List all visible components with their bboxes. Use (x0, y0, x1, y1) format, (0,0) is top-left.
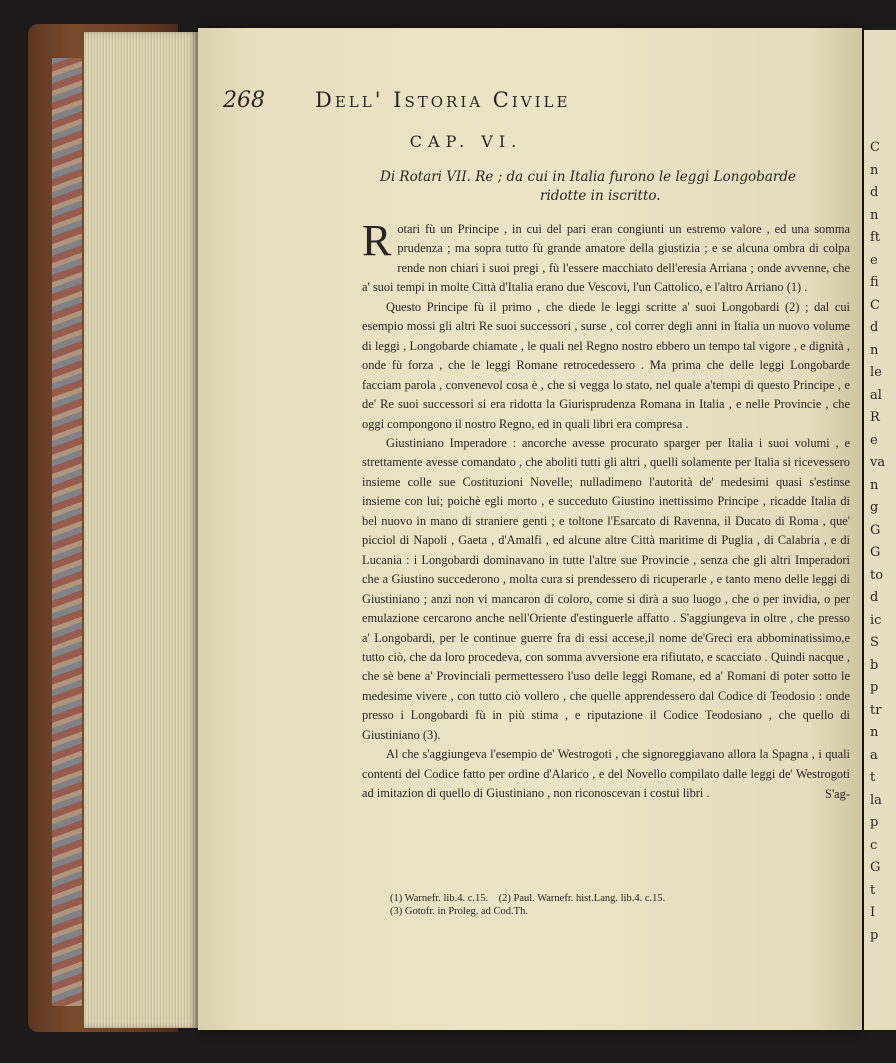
facing-page-fragment: C (870, 140, 880, 155)
chapter-subtitle-line-2: ridotte in iscritto. (540, 188, 661, 204)
facing-page-fragment: le (870, 365, 882, 380)
catchword: S'ag- (825, 786, 850, 801)
facing-page-fragment: ic (870, 612, 882, 628)
facing-page-fragment: t (870, 882, 876, 898)
running-head (223, 88, 783, 116)
facing-page-fragment: p (870, 680, 879, 695)
paragraph: Al che s'aggiungeva l'esempio de' Westrogoti , che signoreggiavano allora la Spagna , i quali contenti del Codice fatto per ordine d'Alarico , e del Novello compilato dalle leggi de' Westrogoti ad imitazion di quello di Giustiniano , non riconoscevan i costui libri . (362, 747, 850, 801)
footnote: (2) Paul. Warnefr. hist.Lang. lib.4. c.15. (498, 893, 666, 904)
facing-page-fragment: c (870, 837, 878, 853)
footnotes (390, 892, 810, 918)
facing-page-fragment: e (870, 432, 878, 448)
facing-page-fragment: n (870, 162, 879, 178)
facing-page-fragment: G (870, 860, 881, 875)
facing-page-fragment: R (870, 410, 880, 425)
paragraph (362, 216, 850, 298)
facing-page-fragment: G (870, 522, 881, 538)
chapter-subtitle (380, 168, 840, 206)
chapter-heading: CAP. VI. (409, 132, 523, 151)
paragraph: Questo Principe fù il primo , che diede le leggi scritte a' suoi Longobardi (2) ; dal cui esempio mossi gli altri Re suoi successori , surse , col correr degli anni in Italia un nuovo volume di leggi , Longobarde chiamate , le quali nel Regno nostro ebbero un tempo tal vigore , e dignità , onde fù forza , che le leggi Romane retrocedessero . Ma prima che delle leggi Longobarde facciam parola , convenevol cosa è , che si vegga lo stato, nel quale a'tempi di questo Principe , e de' Re suoi successori si era ridotta la Giurisprudenza Romana in Italia , e nelle Provincie , che oggi compongono il nostro Regno, ed in quali libri era compresa . (362, 299, 850, 431)
marbled-endpaper (52, 58, 82, 1006)
facing-page-fragment: e (870, 252, 878, 268)
facing-page-fragment: la (870, 792, 882, 808)
facing-page-fragment: p (870, 927, 879, 943)
facing-page-fragment: p (870, 815, 879, 830)
facing-page-edge (864, 30, 896, 1030)
page-number: 268 (223, 88, 265, 113)
facing-page-fragment: ft (870, 230, 881, 245)
chapter-subtitle-line-1: Di Rotari VII. Re ; da cui in Italia furono le leggi Longobarde (380, 169, 796, 185)
facing-page-fragment: d (870, 320, 879, 335)
facing-page-fragment: I (870, 905, 876, 920)
facing-page-fragment: tr (870, 702, 882, 718)
facing-page-fragment: d (870, 185, 879, 200)
facing-page-fragment: n (870, 725, 879, 740)
drop-cap: R (362, 216, 392, 265)
running-title: Dell' Istoria Civile (315, 88, 571, 112)
page-edges (84, 32, 198, 1028)
facing-page-fragment: C (870, 297, 880, 313)
facing-page-fragment: d (870, 590, 879, 605)
facing-page-fragment: n (870, 477, 879, 493)
facing-page-fragment: va (870, 455, 886, 470)
footnote: (3) Gotofr. in Proleg. ad Cod.Th. (390, 906, 528, 917)
facing-page-fragment: n (870, 207, 879, 223)
facing-page-fragment: g (870, 500, 879, 515)
paragraph-text: otari fù un Principe , in cui del pari eran congiunti un estremo valore , ed una somma prudenza ; ma sopra tutto fù grande amatore della giustizia ; e se alcuna ombra di colpa rende non chiari i suoi pregi , fù l'essere macchiato dell'eresia Arriana ; onde avvenne, che a' suoi tempi in molte Città d'Italia erano due Vescovi, l'un Cattolico, e l'altro Arriano (1) . (362, 222, 850, 295)
facing-page-fragment: to (870, 567, 884, 583)
paragraph: Giustiniano Imperadore : ancorche avesse procurato sparger per Italia i suoi volumi , e strettamente avesse comandato , che aboliti tutti gli altri , quelli solamente per Italia si ricevessero insieme colle sue Costituzioni Novelle; nulladimeno l'autorità de' medesimi quasi s'estinse insieme con lui; poichè egli morto , e succeduto Giustino inettissimo Principe , ricadde Italia di bel nuovo in mano di straniere genti ; e toltone l'Esarcato di Ravenna, il Ducato di Roma , que' picciol di Napoli , Gaeta , d'Amalfi , ed alcune altre Città maritime di Puglia , di Calabria , e di Lucania : i Longobardi dominavano in tutte l'altre sue Provincie , senza che gli altri Imperadori che a Giustino succederono , molta cura si prendessero di ricuperarle , e tanto meno delle leggi di Giustiniano ; anzi non vi mancaron di coloro, come si dirà a suo luogo , che o per invidia, o per emulazione cercarono anche nell'Oriente d'estinguerle affatto . S'aggiungeva in oltre , che presso a' Longobardi, per le continue guerre fra di essi accese,il nome de'Greci era abbominatissimo,e tutto ciò, che da loro procedeva, con somma avversione era rifiutato, e scacciato . Quindi nacque , che sè bene a' Provinciali permettessero l'uso delle leggi Romane, ed a' Romani di poter sotto le medesime vivere , con tutto ciò vollero , che quelle apprendessero dal Codice di Teodosio : onde presso i Longobardi fù in più stima , e riputazione il Codice Teodosiano , che quello di Giustiniano (3). (362, 435, 850, 742)
facing-page-fragment: al (870, 387, 882, 403)
facing-page-fragment: a (870, 747, 878, 763)
body-text (362, 216, 850, 804)
facing-page-fragment: b (870, 657, 879, 673)
facing-page-fragment: n (870, 342, 879, 358)
facing-page-fragment: S (870, 635, 879, 650)
facing-page-fragment: t (870, 770, 876, 785)
footnote: (1) Warnefr. lib.4. c.15. (390, 893, 489, 904)
facing-page-fragment: G (870, 545, 881, 560)
facing-page-fragment: fi (870, 275, 879, 290)
